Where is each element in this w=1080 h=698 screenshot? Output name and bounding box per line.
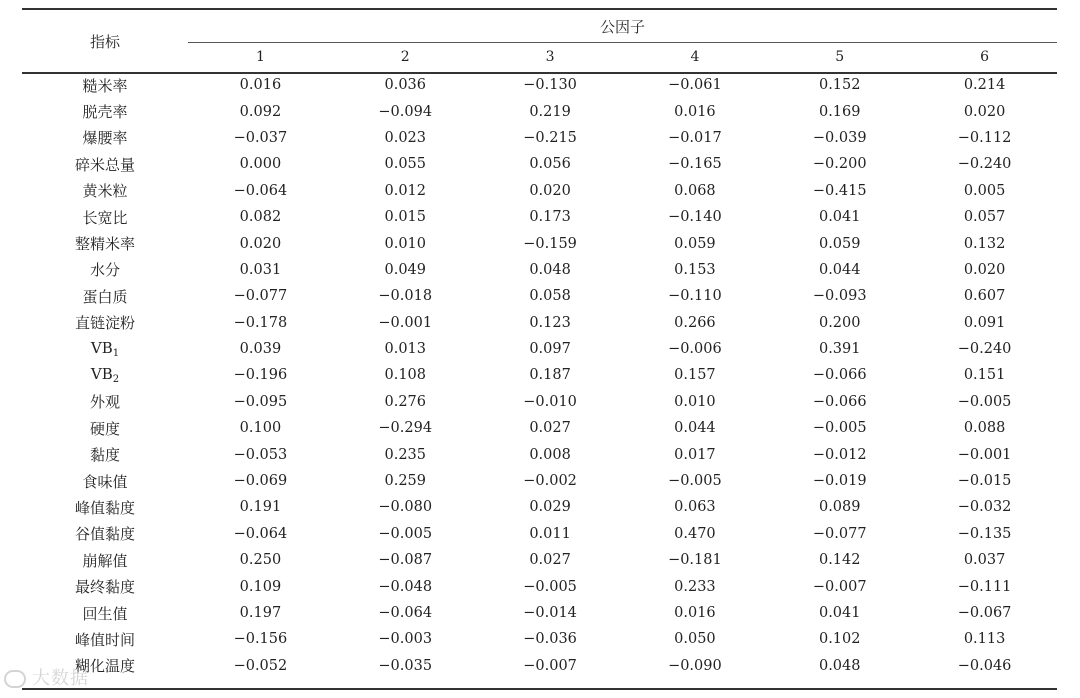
table-cell: 0.008: [529, 446, 571, 463]
table-cell: −0.294: [378, 420, 433, 437]
watermark-logo-icon: [4, 670, 26, 688]
row-label: 蛋白质: [82, 287, 128, 306]
table-cell: −0.087: [378, 552, 433, 569]
table-cell: −0.094: [378, 103, 433, 120]
table-cell: 0.020: [239, 235, 282, 252]
table-cell: −0.240: [957, 341, 1012, 358]
table-cell: 0.097: [529, 341, 571, 358]
watermark: [4, 664, 89, 690]
table-row: [22, 521, 1057, 547]
table-cell: 0.200: [818, 314, 861, 331]
table-cell: 0.123: [529, 314, 571, 331]
table-cell: −0.053: [233, 446, 288, 463]
row-label: 长宽比: [82, 208, 128, 227]
row-label: 谷值黏度: [74, 525, 135, 544]
table-cell: −0.037: [233, 129, 288, 146]
table-cell: 0.092: [239, 103, 282, 120]
table-cell: 0.470: [674, 525, 716, 542]
table-cell: 0.036: [384, 77, 426, 94]
table-cell: −0.069: [233, 473, 288, 490]
row-label: 峰值时间: [74, 630, 135, 649]
row-label: [22, 336, 188, 362]
row-label: 水分: [89, 261, 120, 280]
table-row: [22, 204, 1057, 230]
table-cell: 0.132: [963, 235, 1006, 252]
table-cell: −0.017: [668, 129, 722, 146]
table-row: [22, 310, 1057, 336]
row-label: 爆腰率: [82, 129, 128, 148]
table-cell: 0.056: [529, 156, 571, 173]
group-header: 公因子: [599, 17, 645, 36]
table-cell: −0.064: [233, 182, 288, 199]
table-cell: 0.031: [239, 261, 282, 278]
table-cell: 0.017: [674, 446, 716, 463]
table-row: [22, 415, 1057, 441]
table-cell: −0.066: [812, 367, 867, 384]
table-cell: −0.003: [378, 631, 433, 648]
table-row: [22, 72, 1057, 98]
table-cell: −0.036: [523, 631, 577, 648]
table-cell: −0.052: [233, 657, 288, 674]
table-cell: −0.005: [378, 525, 433, 542]
table-cell: 0.153: [674, 261, 716, 278]
table-cell: −0.019: [812, 473, 867, 490]
table-row: [22, 494, 1057, 520]
table-cell: −0.012: [812, 446, 867, 463]
table-bottom-rule: [22, 688, 1057, 690]
table-cell: 0.059: [818, 235, 861, 252]
table-cell: −0.048: [378, 578, 433, 595]
column-header: 2: [400, 49, 410, 65]
table-cell: 0.102: [818, 631, 861, 648]
table-cell: −0.002: [523, 473, 577, 490]
table-row: [22, 151, 1057, 177]
table-cell: 0.142: [818, 552, 861, 569]
table-cell: −0.015: [957, 473, 1012, 490]
table-row: [22, 362, 1057, 388]
table-cell: −0.077: [233, 288, 288, 305]
table-row: [22, 230, 1057, 256]
row-label: 糙米率: [82, 76, 128, 95]
row-label: 崩解值: [82, 551, 128, 570]
table-cell: 0.010: [674, 393, 716, 410]
table-cell: −0.064: [378, 605, 433, 621]
table-cell: −0.032: [957, 499, 1012, 516]
table-cell: 0.048: [818, 657, 861, 674]
row-label: 黏度: [89, 446, 120, 465]
table-cell: 0.049: [384, 261, 426, 278]
table-row: [22, 98, 1057, 124]
table-cell: 0.015: [384, 209, 426, 226]
table-cell: 0.276: [384, 393, 426, 410]
table-cell: 0.016: [674, 605, 716, 621]
table-cell: −0.064: [233, 525, 288, 542]
table-cell: 0.029: [529, 499, 571, 516]
table-cell: 0.607: [963, 288, 1006, 305]
table-cell: 0.037: [963, 552, 1006, 569]
table-cell: 0.157: [674, 367, 716, 384]
table-cell: 0.391: [818, 341, 861, 358]
table-cell: 0.152: [818, 77, 861, 94]
table-row: [22, 389, 1057, 415]
table-cell: −0.181: [668, 552, 722, 569]
table-cell: 0.039: [239, 341, 282, 358]
table-cell: 0.088: [963, 420, 1006, 437]
row-label-base: VB: [90, 365, 113, 384]
table-cell: −0.090: [668, 657, 722, 674]
table-cell: −0.130: [523, 77, 577, 94]
row-label: 整精米率: [74, 235, 135, 254]
table-cell: −0.093: [812, 288, 867, 305]
table-cell: 0.108: [384, 367, 426, 384]
table-cell: −0.067: [957, 605, 1012, 621]
row-label-subscript: 1: [112, 348, 120, 360]
table-cell: 0.266: [674, 314, 716, 331]
table-cell: 0.020: [963, 103, 1006, 120]
table-row: [22, 626, 1057, 652]
table-cell: −0.200: [812, 156, 867, 173]
table-body: [22, 72, 1057, 679]
row-label: 最终黏度: [74, 578, 135, 597]
table-cell: 0.010: [384, 235, 426, 252]
table-cell: −0.140: [668, 209, 722, 226]
table-row: [22, 547, 1057, 573]
row-label: 直链淀粉: [74, 314, 135, 333]
table-cell: 0.027: [529, 552, 571, 569]
column-header: 3: [545, 49, 555, 65]
table-cell: −0.159: [523, 235, 577, 252]
table-cell: −0.007: [523, 657, 577, 674]
row-label: 脱壳率: [82, 103, 128, 122]
table-cell: −0.240: [957, 156, 1012, 173]
column-header: 6: [980, 49, 990, 65]
table-cell: 0.219: [529, 103, 571, 120]
row-label: [22, 362, 188, 388]
table-cell: −0.156: [233, 631, 288, 648]
table-cell: 0.089: [818, 499, 861, 516]
table-cell: −0.007: [812, 578, 867, 595]
table-cell: −0.215: [523, 129, 577, 146]
table-cell: −0.061: [668, 77, 722, 94]
table-cell: −0.001: [378, 314, 433, 331]
table-cell: −0.014: [523, 605, 577, 621]
column-header: 1: [255, 49, 265, 65]
table-cell: 0.091: [963, 314, 1006, 331]
table-cell: −0.080: [378, 499, 433, 516]
table-cell: 0.050: [674, 631, 716, 648]
column-header: 4: [690, 49, 700, 65]
table-cell: 0.013: [384, 341, 426, 358]
table-cell: 0.235: [384, 446, 426, 463]
table-cell: −0.005: [957, 393, 1012, 410]
table-cell: −0.196: [233, 367, 288, 384]
table-row: [22, 468, 1057, 494]
row-label: 碎米总量: [74, 155, 135, 174]
factor-loading-table: [22, 10, 1057, 679]
table-cell: −0.035: [378, 657, 433, 674]
table-cell: 0.214: [963, 77, 1006, 94]
table-cell: 0.197: [239, 605, 282, 621]
table-cell: 0.250: [239, 552, 282, 569]
table-cell: 0.000: [239, 156, 282, 173]
table-cell: −0.110: [668, 288, 722, 305]
table-cell: 0.005: [963, 182, 1006, 199]
row-label: 外观: [89, 393, 120, 412]
table-cell: −0.135: [957, 525, 1012, 542]
table-row: [22, 178, 1057, 204]
table-cell: 0.059: [674, 235, 716, 252]
table-cell: −0.066: [812, 393, 867, 410]
table-cell: 0.151: [963, 367, 1006, 384]
table-row: [22, 653, 1057, 679]
table-cell: −0.006: [668, 341, 722, 358]
table-cell: 0.169: [818, 103, 861, 120]
table-cell: 0.027: [529, 420, 571, 437]
table-cell: 0.233: [674, 578, 716, 595]
table-cell: 0.173: [529, 209, 571, 226]
table-cell: 0.109: [239, 578, 282, 595]
watermark-text: 大数据: [32, 668, 89, 689]
row-label: 食味值: [82, 472, 128, 491]
table-cell: 0.020: [529, 182, 571, 199]
row-label: 回生值: [82, 604, 128, 623]
table-cell: 0.016: [674, 103, 716, 120]
table-row: [22, 125, 1057, 151]
table-cell: −0.165: [668, 156, 722, 173]
table-cell: −0.046: [957, 657, 1012, 674]
table-cell: 0.259: [384, 473, 426, 490]
row-label-subscript: 2: [112, 374, 120, 386]
table-cell: 0.044: [818, 261, 861, 278]
table-cell: −0.095: [233, 393, 288, 410]
table-cell: −0.039: [812, 129, 867, 146]
table-cell: 0.041: [818, 209, 861, 226]
table-cell: −0.005: [812, 420, 867, 437]
row-label: 黄米粒: [82, 182, 128, 201]
table-cell: 0.020: [963, 261, 1006, 278]
table-cell: 0.044: [674, 420, 716, 437]
row-label: 硬度: [89, 419, 120, 438]
table-cell: 0.055: [384, 156, 426, 173]
table-cell: 0.063: [674, 499, 716, 516]
table-cell: −0.010: [523, 393, 577, 410]
table-cell: −0.111: [957, 578, 1012, 595]
table-cell: 0.100: [239, 420, 282, 437]
table-row: [22, 441, 1057, 467]
table-cell: 0.057: [963, 209, 1006, 226]
table-cell: −0.005: [523, 578, 577, 595]
table-cell: −0.001: [957, 446, 1012, 463]
table-cell: 0.068: [674, 182, 716, 199]
table-row: [22, 573, 1057, 599]
table-row: [22, 336, 1057, 362]
table-cell: −0.112: [957, 129, 1012, 146]
table-cell: −0.415: [812, 182, 867, 199]
table-cell: 0.041: [818, 605, 861, 621]
table-cell: 0.191: [239, 499, 282, 516]
table-cell: 0.012: [384, 182, 426, 199]
column-header: 5: [835, 49, 845, 65]
table-cell: −0.005: [668, 473, 722, 490]
row-label-base: VB: [90, 339, 113, 358]
table-cell: 0.113: [963, 631, 1006, 648]
table-cell: −0.018: [378, 288, 433, 305]
table-cell: −0.077: [812, 525, 867, 542]
row-label: 峰值黏度: [74, 498, 135, 517]
table-cell: 0.011: [529, 525, 571, 542]
row-header: 指标: [89, 32, 120, 51]
table-row: [22, 257, 1057, 283]
table-cell: −0.178: [233, 314, 288, 331]
table-cell: 0.048: [529, 261, 571, 278]
table-row: [22, 600, 1057, 626]
table-row: [22, 283, 1057, 309]
table-cell: 0.016: [239, 77, 282, 94]
table-cell: 0.058: [529, 288, 571, 305]
row-label: 糊化温度: [74, 657, 135, 676]
table-cell: 0.082: [239, 209, 282, 226]
table-cell: 0.023: [384, 129, 426, 146]
table-cell: 0.187: [529, 367, 571, 384]
